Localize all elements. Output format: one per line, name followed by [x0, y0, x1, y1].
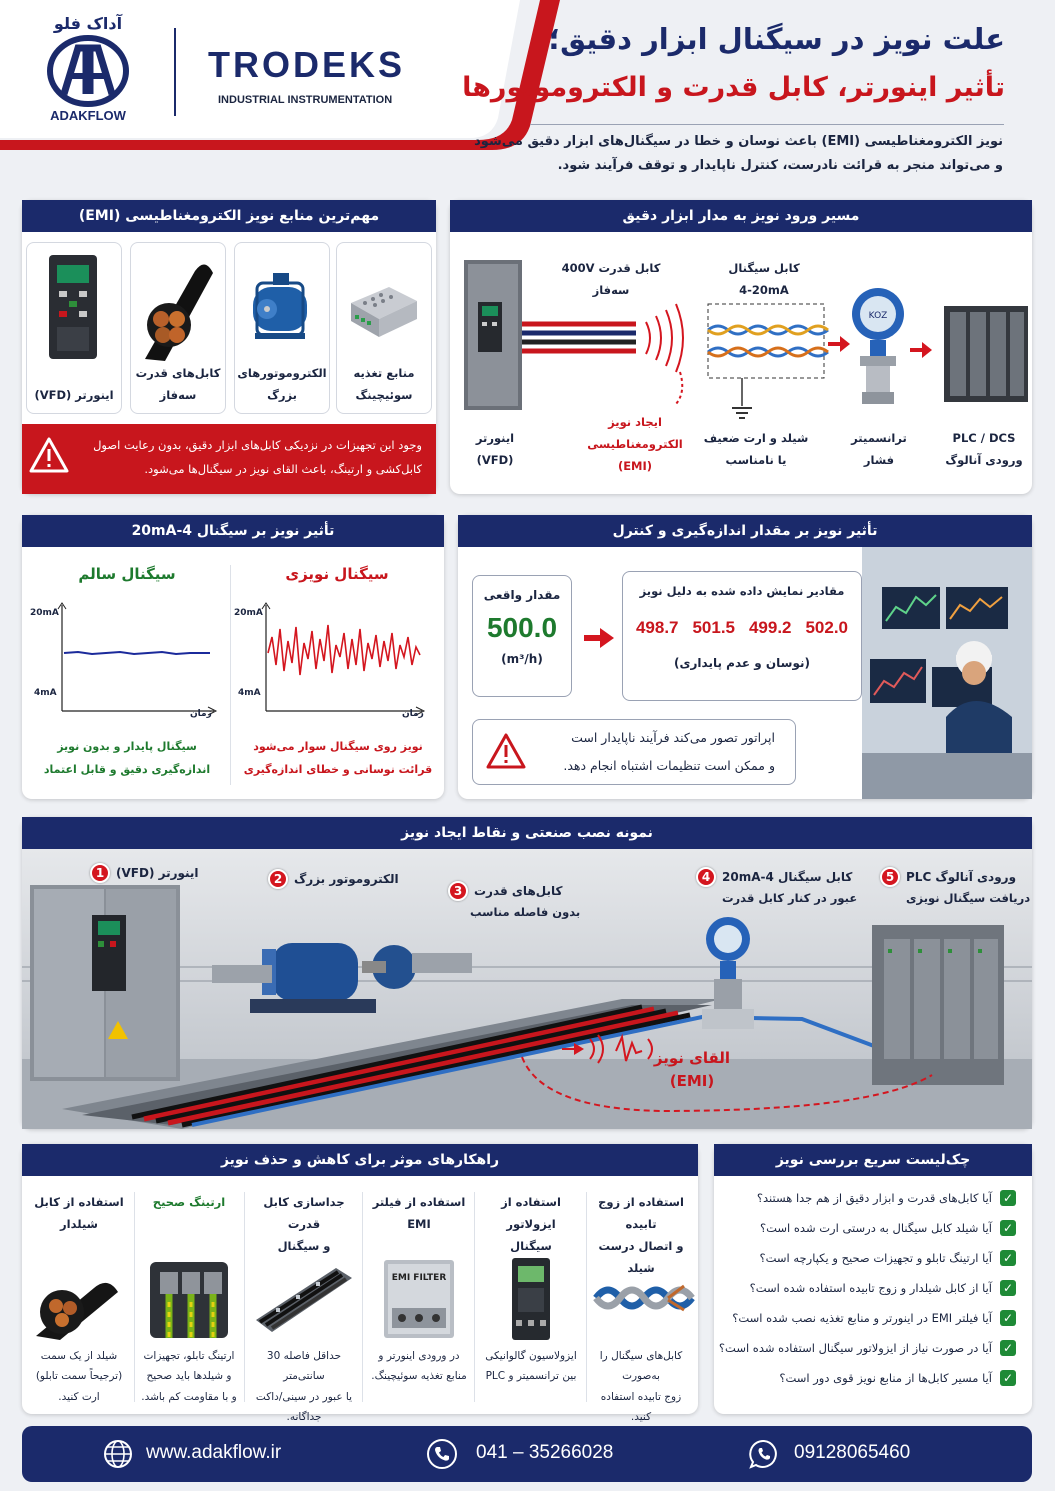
solution-title-2: و سیگنال: [277, 1238, 331, 1253]
point-number-badge: 5: [880, 867, 900, 887]
plc-label-1: PLC / DCS: [952, 431, 1016, 445]
signal-effect-card: [22, 515, 444, 799]
operator-warning-1: اپراتور تصور می‌کند فرآیند ناپایدار است: [571, 730, 775, 745]
noise-path-card: [450, 200, 1032, 494]
healthy-signal-line: [64, 652, 210, 654]
shown-value: 502.0: [805, 618, 849, 637]
noisy-caption-2: قرائت نوسانی و خطای اندازه‌گیری: [243, 763, 433, 777]
solution-twisted-pair[interactable]: [588, 1186, 694, 1424]
logo-fa-text: آداک فلو: [53, 14, 123, 33]
cable-tray-icon: [256, 1258, 352, 1340]
warning-icon: [485, 732, 527, 770]
adakflow-logo[interactable]: [40, 14, 140, 126]
point-number-badge: 4: [696, 867, 716, 887]
emi-arrow: [676, 372, 682, 404]
source-tile-vfd[interactable]: [26, 242, 122, 414]
noisy-y-bottom: 4mA: [238, 688, 261, 698]
signal-divider: [230, 565, 231, 785]
checkbox-checked-icon[interactable]: ✓: [1000, 1280, 1016, 1296]
value-arrow-icon: [582, 625, 616, 651]
install-point-5[interactable]: [880, 867, 1030, 905]
point-number-badge: 2: [268, 869, 288, 889]
shown-values-label: مقادیر نمایش داده شده به دلیل نویز: [639, 584, 845, 598]
logo-en-text: ADAKFLOW: [50, 108, 126, 123]
install-point-1[interactable]: [90, 863, 199, 883]
emi-wave-arcs: [646, 304, 683, 372]
solution-shielded-cable[interactable]: [26, 1186, 132, 1412]
solution-title-2: و اتصال درست شیلد: [598, 1238, 684, 1275]
healthy-caption: [32, 735, 222, 781]
checklist-title: چک‌لیست سریع بررسی نویز: [714, 1144, 1032, 1176]
shown-value: 499.2: [748, 618, 792, 637]
signal-isolator-icon: [486, 1258, 576, 1340]
footer-bar: [22, 1426, 1032, 1482]
twisted-pair-icon: [596, 1258, 686, 1340]
emi-label-3: (EMI): [617, 458, 653, 473]
emi-warning-box: [22, 424, 436, 494]
healthy-y-top: 20mA: [30, 608, 59, 618]
source-label: کابل‌های قدرت: [135, 366, 221, 381]
shield-label: [696, 428, 816, 472]
shield-label-2: یا نامناسب: [725, 452, 787, 467]
solution-desc-1: حداقل فاصله 30 سانتی‌متر: [266, 1350, 342, 1383]
phone-icon: [426, 1438, 458, 1470]
source-label-2: بزرگ: [267, 388, 297, 403]
solution-desc-2: (ترجیحاً سمت تابلو): [35, 1370, 123, 1383]
noisy-y-top: 20mA: [234, 608, 263, 618]
signal-cable-label-2: 4-20mA: [739, 282, 789, 297]
checklist-card: [714, 1144, 1032, 1414]
emi-filter-icon: [374, 1258, 464, 1340]
installation-card: [22, 817, 1032, 1129]
checklist-text: آیا فیلتر EMI در اینورتر و منابع تغذیه نصب شده است؟: [732, 1311, 992, 1325]
transmitter-display-text: KOZ: [868, 311, 888, 321]
source-label: اینورتر (VFD): [34, 388, 114, 403]
actual-value-label: مقدار واقعی: [483, 588, 561, 602]
solution-desc-1: ایزولاسیون گالوانیکی: [485, 1350, 577, 1362]
tx-label-1: ترانسمیتر: [851, 431, 907, 445]
checklist-item[interactable]: [716, 1280, 1016, 1296]
solution-desc-2: و شیلدها باید صحیح: [146, 1370, 232, 1383]
point-label: کابل‌های قدرت: [474, 884, 563, 898]
emi-source-label: [580, 412, 690, 478]
solution-desc-2: یا عبور در سینی/داکت: [255, 1390, 353, 1403]
solution-separator: [474, 1192, 475, 1402]
checkbox-checked-icon[interactable]: ✓: [1000, 1250, 1016, 1266]
noise-path-title: مسیر ورود نویز به مدار ابزار دقیق: [450, 200, 1032, 232]
checklist-text: آیا شیلد کابل سیگنال به درستی ارت شده است؟: [760, 1221, 992, 1235]
warning-icon: [28, 436, 70, 474]
solution-earthing[interactable]: [136, 1186, 242, 1412]
power-cable-label: [546, 258, 676, 302]
noisy-caption-1: نویز روی سیگنال سوار می‌شود: [253, 740, 423, 753]
solution-desc-1: در ورودی اینورتر و: [378, 1350, 460, 1362]
actual-value: 500.0: [486, 612, 558, 643]
source-label-2: سوئیچینگ: [355, 388, 413, 403]
checklist-item[interactable]: [716, 1340, 1016, 1356]
checklist-text: آیا از کابل شیلدار و زوج تابیده استفاده شده است؟: [749, 1281, 992, 1295]
intro-line-1: نویز الکترومغناطیسی (EMI) باعث نوسان و خطا در سیگنال‌های ابزار دقیق می‌شود: [474, 134, 1003, 149]
tx-label-2: فشار: [863, 452, 895, 467]
pressure-transmitter-icon: [852, 288, 904, 404]
power-cable-lines: [522, 324, 636, 351]
noisy-x-label: زمان: [402, 709, 424, 719]
healthy-x-label: زمان: [190, 709, 212, 719]
point-label: کابل سیگنال 4-20mA: [722, 870, 853, 884]
solution-title-2: شیلدار: [60, 1216, 98, 1231]
measurement-title: تأثیر نویز بر مقدار اندازه‌گیری و کنترل: [458, 515, 1032, 547]
solution-separator: [244, 1192, 245, 1402]
emi-induction-2: (EMI): [669, 1071, 715, 1090]
install-point-4[interactable]: [696, 867, 857, 905]
shown-values-row: [623, 618, 861, 638]
solution-desc-1: شیلد از یک سمت: [40, 1350, 118, 1362]
control-room-illustration: [862, 547, 1032, 799]
point-number-badge: 1: [90, 863, 110, 883]
shown-values-box: [622, 571, 862, 701]
solution-desc-2: بین ترانسمیتر و PLC: [485, 1370, 577, 1383]
solutions-title: راهکارهای موثر برای کاهش و حذف نویز: [22, 1144, 698, 1176]
twisted-signal-cable: [708, 326, 828, 356]
solution-isolator[interactable]: [478, 1186, 584, 1412]
checklist-item[interactable]: [716, 1250, 1016, 1266]
shielded-cable-icon: [34, 1258, 124, 1340]
checklist-text: آیا کابل‌های قدرت و ابزار دقیق از هم جدا هستند؟: [756, 1191, 992, 1205]
shown-value: 501.5: [692, 618, 736, 637]
emi-induction-1: القای نویز: [653, 1049, 731, 1067]
source-tile-power-supply[interactable]: [336, 242, 432, 414]
power-cable-icon: [139, 253, 215, 363]
power-cable-label-2: سه‌فاز: [592, 282, 630, 297]
noisy-signal-line: [268, 625, 420, 675]
signal-effect-title: تأثیر نویز بر سیگنال 4-20mA: [22, 515, 444, 547]
emi-label-2: الکترومغناطیسی: [587, 436, 683, 451]
mobile-number[interactable]: 09128065460: [794, 1442, 911, 1463]
solution-emi-filter[interactable]: [366, 1186, 472, 1412]
checklist-text: آیا ارتینگ تابلو و تجهیزات صحیح و یکپارچه است؟: [759, 1251, 992, 1265]
plc-cabinet-scene: [872, 925, 1004, 1085]
point-label: اینورتر (VFD): [116, 866, 199, 880]
actual-value-unit: (m³/h): [501, 652, 543, 666]
point-sublabel: دریافت سیگنال نویزی: [906, 891, 1031, 905]
page-title: علت نویز در سیگنال ابزار دقیق؛: [548, 22, 1005, 56]
solution-title-1: استفاده از ایزولاتور: [501, 1195, 561, 1231]
operator-warning-2: و ممکن است تنظیمات اشتباه انجام دهد.: [563, 758, 775, 773]
vfd-label: [460, 428, 530, 472]
checkbox-checked-icon[interactable]: ✓: [1000, 1220, 1016, 1236]
power-supply-icon: [345, 253, 421, 363]
solution-title-1: استفاده از فیلتر EMI: [372, 1195, 466, 1231]
solution-desc-2: منابع تغذیه سوئیچینگ.: [371, 1370, 467, 1383]
website-link[interactable]: www.adakflow.ir: [146, 1442, 282, 1463]
intro-line-2: و می‌تواند منجر به قرائت نادرست، کنترل ناپایدار و توقف فرآیند شود.: [557, 158, 1003, 173]
checkbox-checked-icon[interactable]: ✓: [1000, 1370, 1016, 1386]
solution-title-1: استفاده از زوج تابیده: [598, 1195, 684, 1231]
signal-cable-label: [706, 258, 822, 302]
point-label: ورودی آنالوگ PLC: [906, 870, 1017, 884]
checklist-item[interactable]: [716, 1310, 1016, 1326]
point-sublabel: بدون فاصله مناسب: [470, 905, 581, 919]
solution-desc-3: جداگانه.: [286, 1411, 322, 1424]
logo-divider: [174, 28, 176, 116]
actual-value-box: [472, 575, 572, 697]
noisy-caption: [240, 735, 436, 781]
solutions-card: [22, 1144, 698, 1424]
operator-warning-box: [472, 719, 796, 785]
point-label: الکتروموتور بزرگ: [294, 872, 399, 886]
solution-separator: [362, 1192, 363, 1402]
source-label-2: سه‌فاز: [159, 388, 197, 403]
shown-values-note: (نوسان و عدم پایداری): [674, 656, 810, 670]
solution-desc-1: ارتینگ تابلو، تجهیزات: [143, 1350, 235, 1362]
healthy-caption-2: اندازه‌گیری دقیق و قابل اعتماد: [43, 763, 211, 777]
emi-label-1: ایجاد نویز: [608, 415, 662, 429]
trodeks-brand[interactable]: TRODEKS: [208, 44, 406, 85]
source-tile-motors[interactable]: [234, 242, 330, 414]
header: [0, 0, 1055, 192]
solution-desc-1: کابل‌های سیگنال را به‌صورت: [599, 1350, 683, 1383]
signal-cable-label-1: کابل سیگنال: [728, 261, 800, 275]
install-point-3[interactable]: [448, 881, 580, 919]
checklist-item[interactable]: [716, 1370, 1016, 1386]
phone-number[interactable]: 041 – 35266028: [476, 1442, 614, 1463]
checkbox-checked-icon[interactable]: ✓: [1000, 1340, 1016, 1356]
solution-desc-3: و با مقاومت کم باشد.: [141, 1390, 237, 1403]
vfd-cabinet-scene: [30, 885, 180, 1081]
warning-line-1: وجود این تجهیزات در نزدیکی کابل‌های ابزار دقیق، بدون رعایت اصول: [93, 438, 422, 452]
vfd-label-1: اینورتر: [475, 431, 515, 445]
point-number-badge: 3: [448, 881, 468, 901]
solution-title-1: جداسازی کابل قدرت: [263, 1195, 345, 1231]
plc-label-2: ورودی آنالوگ: [945, 452, 1023, 467]
ground-icon: [732, 408, 752, 418]
solution-title-2: سیگنال: [510, 1238, 552, 1253]
whatsapp-icon: [748, 1438, 780, 1470]
adakflow-emblem-icon: [46, 36, 130, 106]
solution-desc-2: زوج تابیده استفاده کنید.: [600, 1390, 682, 1424]
earthing-terminal-icon: [144, 1258, 234, 1340]
source-tile-power-cables[interactable]: [130, 242, 226, 414]
install-point-2[interactable]: [268, 869, 399, 889]
page-subtitle: تأثیر اینورتر، کابل قدرت و الکتروموتورها: [462, 72, 1005, 103]
solution-title-1: استفاده از کابل: [34, 1195, 124, 1209]
source-label: منابع تغذیه: [353, 366, 415, 381]
emi-sources-title: مهم‌ترین منابع نویز الکترومغناطیسی (EMI): [22, 200, 436, 232]
title-underline: [530, 124, 1004, 125]
power-cable-label-1: کابل قدرت 400V: [561, 261, 661, 275]
motor-icon: [243, 253, 319, 363]
installation-title: نمونه نصب صنعتی و نقاط ایجاد نویز: [22, 817, 1032, 849]
checklist-text: آیا مسیر کابل‌ها از منابع نویز قوی دور است؟: [779, 1371, 992, 1385]
checklist-text: آیا در صورت نیاز از ایزولاتور سیگنال استفاده شده است؟: [718, 1341, 992, 1355]
healthy-signal-title: سیگنال سالم: [78, 565, 176, 583]
vfd-icon: [35, 253, 111, 363]
solution-separation[interactable]: [248, 1186, 360, 1424]
solution-title-1: ارتینگ صحیح: [152, 1195, 226, 1209]
healthy-caption-1: سیگنال پایدار و بدون نویز: [57, 740, 197, 753]
vfd-label-2: (VFD): [476, 452, 514, 467]
emi-sources-card: [22, 200, 436, 494]
solution-separator: [134, 1192, 135, 1402]
globe-icon: [102, 1438, 134, 1470]
shield-label-1: شیلد و ارت ضعیف: [703, 431, 809, 445]
emi-induction-label: [642, 1047, 742, 1092]
plc-rack-icon: [944, 306, 1028, 402]
point-sublabel: عبور در کنار کابل قدرت: [722, 891, 858, 905]
solution-desc-3: ارت کنید.: [58, 1390, 100, 1403]
checkbox-checked-icon[interactable]: ✓: [1000, 1310, 1016, 1326]
checkbox-checked-icon[interactable]: ✓: [1000, 1190, 1016, 1206]
warning-line-2: کابل‌کشی و ارتینگ، باعث القای نویز در سیگنال‌ها می‌شود.: [144, 462, 422, 476]
filter-label: EMI FILTER: [391, 1273, 447, 1283]
shown-value: 498.7: [635, 618, 679, 637]
checklist-item[interactable]: [716, 1190, 1016, 1206]
measurement-card: [458, 515, 1032, 799]
transmitter-label: [834, 428, 924, 472]
healthy-y-bottom: 4mA: [34, 688, 57, 698]
plc-label: [940, 428, 1028, 472]
source-label: الکتروموتورهای: [237, 366, 327, 381]
vfd-cabinet-icon: [464, 260, 522, 410]
trodeks-subtitle: INDUSTRIAL INSTRUMENTATION: [218, 94, 393, 106]
noisy-signal-title: سیگنال نویزی: [285, 565, 389, 583]
checklist-item[interactable]: [716, 1220, 1016, 1236]
solution-separator: [586, 1192, 587, 1402]
